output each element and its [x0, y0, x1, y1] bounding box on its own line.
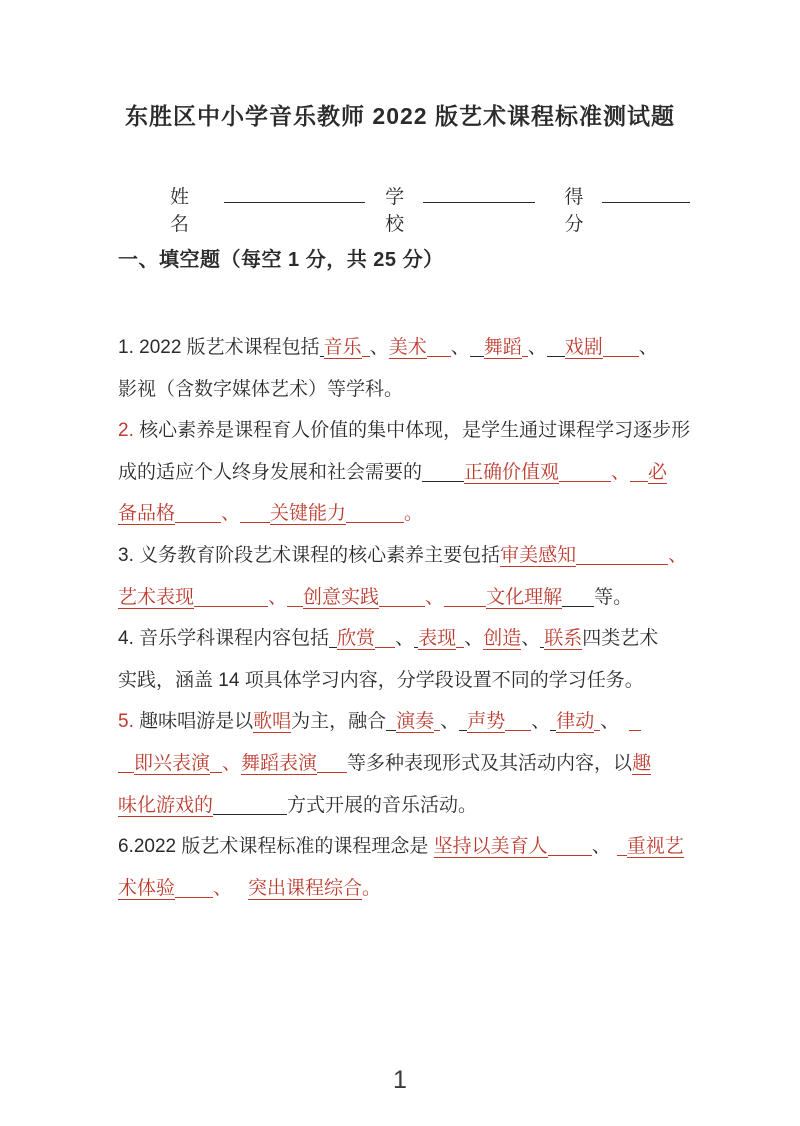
question-text: 趣味唱游是以: [133, 711, 254, 733]
answer-text: 音乐: [323, 337, 362, 358]
blank-underline: [427, 337, 451, 357]
question-text: 等。: [594, 586, 633, 608]
question-text: 等多种表现形式及其活动内容，以: [347, 752, 633, 774]
blank-underline: [317, 753, 347, 773]
answer-text: 审美感知: [500, 544, 577, 566]
question-text: 3. 义务教育阶段艺术课程的核心素养主要包括: [118, 544, 501, 566]
question-text: 、: [369, 337, 389, 358]
blank-underline: [386, 711, 396, 731]
fill-line: [118, 660, 684, 702]
answer-text: 律动: [556, 711, 595, 733]
blank-underline: [346, 503, 404, 523]
answer-text: 美术: [388, 337, 427, 358]
answer-text: 坚持以美育人: [433, 836, 548, 858]
answer-text: 突出课程综合: [248, 877, 363, 899]
question-text: 成的适应个人终身发展和社会需要的: [118, 461, 423, 483]
info-field-blank: [602, 183, 690, 203]
blank-underline: [603, 337, 639, 357]
blank-underline: [118, 753, 134, 773]
answer-text: 重视艺: [626, 836, 684, 858]
answer-text: 、: [268, 586, 288, 608]
fill-line: [118, 493, 684, 535]
blank-underline: [559, 462, 611, 482]
answer-text: 创造: [483, 628, 522, 650]
blank-underline: [362, 337, 370, 357]
fill-line: [118, 410, 691, 452]
answer-text: 关键能力: [270, 503, 347, 525]
question-text: 、: [440, 711, 460, 733]
answer-text: 5.: [118, 711, 134, 733]
question-text: 方式开展的音乐活动。: [287, 794, 478, 816]
question-text: 、: [591, 836, 611, 858]
answer-text: 、: [668, 544, 688, 566]
fill-line: [118, 868, 684, 910]
answer-text: 2.: [118, 420, 134, 442]
question-text: 、: [527, 337, 547, 358]
blank-underline: [547, 337, 565, 357]
document-title: 东胜区中小学音乐教师 2022 版艺术课程标准测试题: [125, 103, 675, 129]
info-row: [170, 182, 690, 236]
answer-text: 舞蹈表演: [241, 752, 318, 774]
blank-underline: [329, 628, 337, 648]
fill-line: [118, 785, 684, 827]
question-text: 、: [450, 337, 470, 358]
blank-underline: [175, 503, 221, 523]
question-text: 、: [521, 628, 541, 650]
question-text: 4. 音乐学科课程内容包括: [118, 628, 330, 650]
fill-line: [118, 701, 684, 743]
blank-underline: [444, 587, 486, 607]
answer-text: 声势: [467, 711, 506, 733]
question-text: 6.2022 版艺术课程标准的课程理念是: [118, 836, 434, 858]
blank-underline: [375, 628, 395, 648]
question-text: 为主，融合: [291, 711, 387, 733]
answer-text: 、: [611, 461, 631, 483]
blank-underline: [456, 628, 464, 648]
answer-text: 即兴表演: [134, 752, 211, 774]
question-text: 、: [531, 711, 551, 733]
fill-line: [118, 743, 684, 785]
blank-underline: [629, 711, 641, 731]
question-text: 、: [395, 628, 415, 650]
answer-text: 戏剧: [564, 337, 603, 358]
answer-text: 欣赏: [337, 628, 376, 650]
answer-text: 舞蹈: [483, 337, 522, 358]
answer-text: 必: [648, 461, 668, 483]
answer-text: 术体验: [118, 877, 176, 899]
question-text: 、: [600, 711, 620, 733]
blank-underline: [379, 587, 425, 607]
question-text: 核心素养是课程育人价值的集中体现，是学生通过课程学习逐步形: [133, 420, 691, 442]
question-text: 实践，涵盖 14 项具体学习内容，分学段设置不同的学习任务。: [118, 669, 644, 691]
info-field: [170, 182, 365, 236]
blank-underline: [576, 545, 668, 565]
question-text: 四类艺术: [582, 628, 659, 650]
page-number: 1: [393, 1066, 407, 1094]
blank-underline: [617, 836, 627, 856]
answer-text: 联系: [544, 628, 583, 650]
blank-underline: [630, 462, 648, 482]
fill-line: [118, 452, 684, 494]
fill-line: [118, 577, 684, 619]
blank-underline: [470, 337, 484, 357]
spacer: [619, 712, 629, 731]
answer-text: 歌唱: [253, 711, 292, 733]
question-text: 1. 2022 版艺术课程包括: [118, 337, 320, 358]
answer-text: 。: [404, 503, 424, 525]
blank-underline: [287, 587, 303, 607]
fill-in-questions: [118, 327, 691, 909]
answer-text: 正确价值观: [464, 461, 560, 483]
blank-underline: [240, 503, 270, 523]
answer-text: 、: [221, 503, 241, 525]
answer-text: 备品格: [118, 503, 176, 525]
question-text: 影视（含数字媒体艺术）等学科。: [118, 378, 404, 400]
info-field-label: 得分: [564, 187, 584, 235]
answer-text: 、: [425, 586, 445, 608]
info-field-label: 学校: [385, 187, 405, 235]
section-heading: 一、填空题（每空 1 分，共 25 分）: [118, 249, 444, 271]
fill-line: [118, 618, 684, 660]
answer-text: 、: [213, 877, 233, 899]
answer-text: 表现: [418, 628, 457, 650]
blank-underline: [459, 711, 467, 731]
answer-text: 趣: [632, 752, 652, 774]
answer-text: 创意实践: [303, 586, 380, 608]
fill-line: [118, 826, 684, 868]
info-field-blank: [423, 183, 535, 203]
blank-underline: [194, 587, 268, 607]
question-text: 、: [638, 337, 658, 358]
fill-line: [118, 535, 688, 577]
fill-line: [118, 327, 684, 369]
fill-line: [118, 369, 684, 411]
answer-text: 艺术表现: [118, 586, 195, 608]
question-text: 、: [464, 628, 484, 650]
blank-underline: [562, 587, 594, 607]
info-field-blank: [224, 183, 365, 203]
info-field: [565, 182, 690, 236]
answer-text: 。: [362, 877, 382, 899]
blank-underline: [210, 753, 222, 773]
answer-text: 文化理解: [486, 586, 563, 608]
blank-underline: [213, 795, 287, 815]
blank-underline: [505, 711, 531, 731]
answer-text: 演奏: [396, 711, 435, 733]
blank-underline: [175, 878, 213, 898]
answer-text: 味化游戏的: [118, 794, 214, 816]
blank-underline: [422, 462, 464, 482]
blank-underline: [548, 836, 592, 856]
info-field: [385, 182, 534, 236]
info-field-label: 姓名: [170, 187, 190, 235]
answer-text: 、: [222, 752, 242, 774]
spacer: [232, 879, 248, 898]
